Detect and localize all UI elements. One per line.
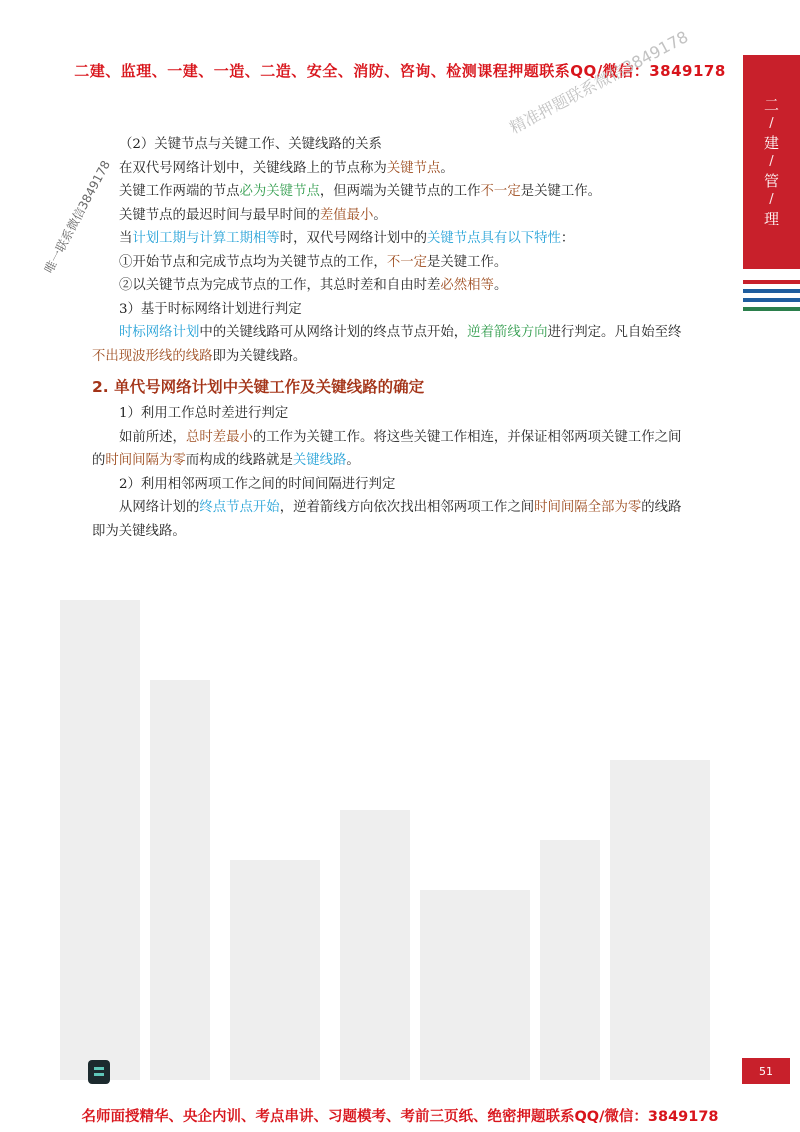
side-tab-separator: / <box>769 192 774 208</box>
highlight-text: 时间间隔为零 <box>105 453 186 468</box>
stripe <box>743 298 800 302</box>
side-tab-char: 理 <box>763 209 779 228</box>
paragraph <box>92 204 712 228</box>
highlight-text: 关键节点 <box>386 160 441 176</box>
text: 如前所述， <box>119 429 186 445</box>
section-subtitle: 2）利用相邻两项工作之间的时间间隔进行判定 <box>119 476 396 492</box>
text: ： <box>560 231 575 246</box>
page-number: 51 <box>742 1058 790 1084</box>
side-tab-separator: / <box>769 116 774 132</box>
text: 。 <box>373 207 387 223</box>
text: ，但两端为关键节点的工作 <box>319 184 481 199</box>
text: 。 <box>440 160 454 176</box>
text: 进行判定。凡自始至终 <box>547 325 682 340</box>
page-content <box>92 133 712 543</box>
text: 是关键工作。 <box>426 254 508 270</box>
highlight-text: 必为关键节点 <box>239 184 320 199</box>
text: ②以关键节点为完成节点的工作，其总时差和自由时差 <box>119 278 441 293</box>
text: 而构成的线路就是 <box>185 453 293 468</box>
highlight-text: 不出现波形线的线路 <box>92 348 213 364</box>
text: 。 <box>346 453 360 468</box>
highlight-text: 总时差最小 <box>185 429 253 445</box>
text: 时，双代号网络计划中的 <box>279 231 427 246</box>
section-subtitle: 3）基于时标网络计划进行判定 <box>119 301 302 317</box>
highlight-text: 终点节点开始 <box>199 500 280 515</box>
section-heading: 2. 单代号网络计划中关键工作及关键线路的确定 <box>92 378 425 396</box>
chapter-side-tab <box>743 55 800 269</box>
text: 的 <box>92 453 106 468</box>
diagonal-watermark: 精准押题联系微信3849178 <box>506 27 692 138</box>
highlight-text: 计划工期与计算工期相等 <box>132 231 280 246</box>
side-tab-char: 二 <box>763 96 779 115</box>
text: 是关键工作。 <box>520 184 602 199</box>
stripe <box>743 289 800 293</box>
text: 关键节点的最迟时间与最早时间的 <box>119 207 320 223</box>
side-tab-char: 建 <box>763 133 779 152</box>
section-subtitle: 1）利用工作总时差进行判定 <box>119 406 289 421</box>
text: 。 <box>493 278 508 293</box>
text: 当 <box>119 231 133 246</box>
highlight-text: 必然相等 <box>440 278 494 293</box>
text: 从网络计划的 <box>119 500 200 515</box>
paragraph: 即为关键线路。 <box>92 523 186 539</box>
text: 即为关键线路。 <box>212 348 307 364</box>
top-banner: 二建、监理、一建、一造、二造、安全、消防、咨询、检测课程押题联系QQ/微信：3849178 <box>74 62 726 80</box>
side-tab-char: 管 <box>763 171 779 190</box>
text: 在双代号网络计划中，关键线路上的节点称为 <box>119 160 387 176</box>
text: 的工作为关键工作。将这些关键工作相连，并保证相邻两项关键工作之间 <box>252 429 682 445</box>
text: 的线路 <box>641 500 682 515</box>
stripe <box>743 280 800 284</box>
highlight-text: 时间间隔全部为零 <box>534 500 642 515</box>
paragraph <box>92 321 712 345</box>
highlight-text: 逆着箭线方向 <box>467 325 548 340</box>
bottom-banner: 名师面授精华、央企内训、考点串讲、习题模考、考前三页纸、绝密押题联系QQ/微信：3849178 <box>81 1109 719 1125</box>
paragraph <box>92 227 712 251</box>
paragraph <box>92 345 712 369</box>
paragraph <box>92 274 712 298</box>
text: 关键工作两端的节点 <box>119 184 240 199</box>
highlight-text: 不一定 <box>480 184 521 199</box>
stripe <box>743 307 800 311</box>
paragraph <box>92 426 712 450</box>
paragraph <box>92 496 712 520</box>
left-watermark: 唯一联系微信3849178 <box>41 158 114 276</box>
highlight-text: 关键线路 <box>292 453 347 468</box>
publisher-logo-icon <box>88 1060 110 1084</box>
paragraph <box>92 251 712 275</box>
highlight-text: 差值最小 <box>319 207 374 223</box>
side-color-stripes <box>743 280 800 316</box>
text: 中的关键线路可从网络计划的终点节点开始， <box>199 325 468 340</box>
highlight-text: 时标网络计划 <box>119 325 200 340</box>
text: ①开始节点和完成节点均为关键节点的工作， <box>119 254 387 270</box>
paragraph <box>92 449 712 473</box>
section-subtitle: （2）关键节点与关键工作、关键线路的关系 <box>119 137 382 152</box>
side-tab-separator: / <box>769 154 774 170</box>
background-skyline <box>0 560 740 1080</box>
text: ，逆着箭线方向依次找出相邻两项工作之间 <box>279 500 535 515</box>
highlight-text: 不一定 <box>386 254 427 270</box>
highlight-text: 关键节点具有以下特性 <box>426 231 561 246</box>
paragraph <box>92 157 712 181</box>
paragraph <box>92 180 712 204</box>
